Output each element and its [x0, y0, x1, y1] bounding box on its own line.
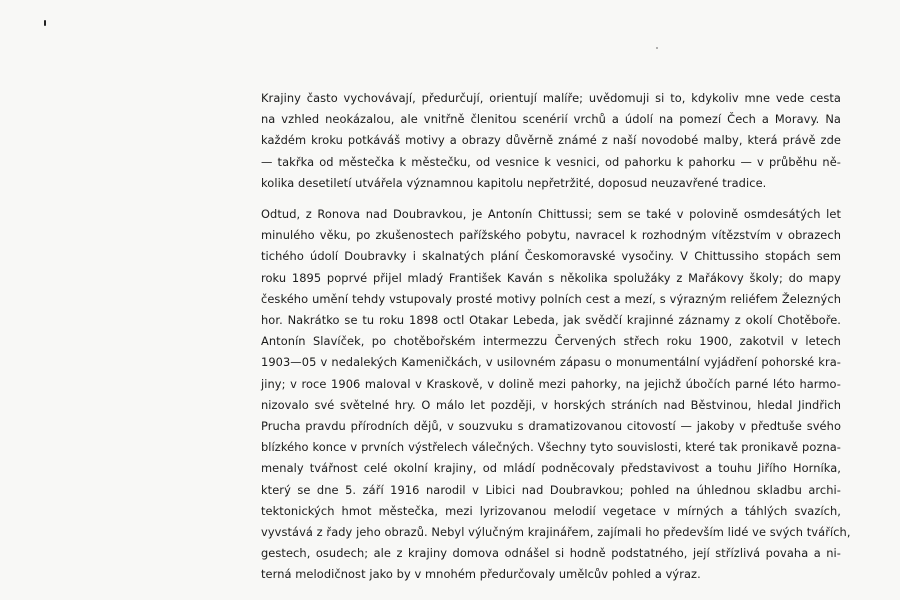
text-line: jiny; v roce 1906 maloval v Kraskově, v dolině mezi pahorky, na jejichž úbočích parné léto harmo- [261, 376, 841, 391]
text-line: českého umění tehdy vstupovaly prosté motivy polních cest a mezí, s výrazným reliéfem Železných [261, 291, 841, 306]
text-line: Antonín Slavíček, po chotěbořském intermezzu Červených střech roku 1900, zakotvil v letech [261, 334, 841, 349]
text-line: 1903—05 v nedalekých Kameničkách, v usilovném zápasu o monumentální vyjádření pohorské kra- [261, 355, 841, 370]
text-line: roku 1895 poprvé přijel mladý František Kaván s několika spolužáky z Mařákovy školy; do mapy [261, 270, 841, 285]
text-line: nizovalo své světelné hry. O málo let později, v horských stráních nad Běstvinou, hledal Jindřich [261, 397, 841, 412]
text-line: Prucha pravdu přírodních dějů, v souzvuku s dramatizovanou citovostí — jakoby v předtuše svého [261, 419, 841, 434]
page-mark [44, 20, 46, 26]
text-line: tektonických hmot městečka, mezi lyrizovanou melodií vegetace v mírných a táhlých svazích, [261, 503, 841, 518]
text-line: blízkého konce v prvních výstřelech válečných. Všechny tyto souvislosti, které tak pronikavě pozna- [261, 440, 841, 455]
text-line: Krajiny často vychovávají, předurčují, orientují malíře; uvědomuji si to, kdykoliv mne vede cesta [261, 91, 841, 105]
text-line: terná melodičnost jako by v mnohém předurčovaly umělcův pohled a výraz. [261, 567, 701, 582]
text-line: menaly tvářnost celé okolní krajiny, od mládí podněcovaly představivost a touhu Jiřího Horníka, [261, 461, 841, 476]
paragraph-2 [261, 204, 851, 586]
paragraph-1 [261, 88, 841, 194]
text-line: Odtud, z Ronova nad Doubravkou, je Antonín Chittussi; sem se také v polovině osmdesátých let [261, 207, 841, 222]
text-line: kolika desetiletí utvářela významnou kapitolu nepřetržité, doposud neuzavřené tradice. [261, 175, 767, 190]
text-line: na vzhled neokázalou, ale vnitřně členitou scenérií vrchů a údolí na pomezí Čech a Moravy. Na [261, 112, 841, 127]
text-line: každém kroku potkáváš motivy a obrazy důvěrně známé z naší novodobé malby, která právě zde [261, 133, 841, 148]
text-line: který se dne 5. září 1916 narodil v Libici nad Doubravkou; pohled na úhlednou skladbu archi- [261, 482, 841, 497]
text-line: minulého věku, po zkušenostech pařížského pobytu, navracel k rozhodným vítězstvím v obrazech [261, 228, 841, 243]
page-speck [656, 47, 658, 49]
text-line: tichého údolí Doubravky i skalnatých plání Českomoravské vysočiny. V Chittussiho stopách sem [261, 249, 841, 264]
text-line: gestech, osudech; ale z krajiny domova odnášel si hodně podstatného, její střízlivá povaha a ni- [261, 546, 841, 561]
body-text [261, 88, 851, 586]
text-line: hor. Nakrátko se tu roku 1898 octl Otakar Lebeda, jak svědčí krajinné záznamy z okolí Chotěboře. [261, 313, 841, 328]
text-line: vyvstává z řady jeho obrazů. Nebyl výlučným krajinářem, zajímali ho především lidé ve svých tvářích, [261, 525, 851, 540]
text-line: — takřka od městečka k městečku, od vesnice k vesnici, od pahorku k pahorku — v průběhu ně- [261, 154, 841, 169]
